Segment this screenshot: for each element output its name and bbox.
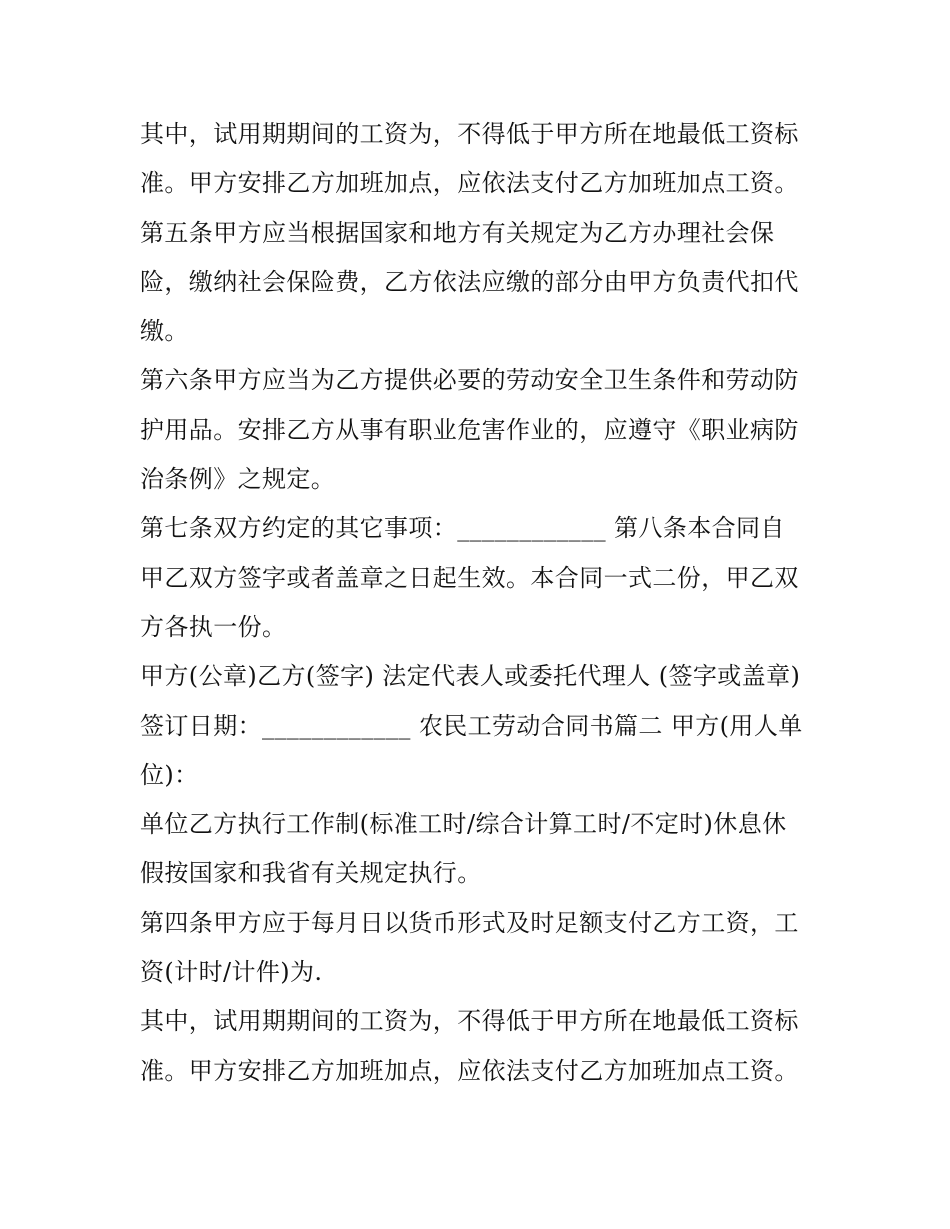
text-line: 第七条双方约定的其它事项：____________ 第八条本合同自 xyxy=(140,514,785,543)
text-line: 第六条甲方应当为乙方提供必要的劳动安全卫生条件和劳动防 xyxy=(140,366,799,395)
text-line: 位)： xyxy=(140,760,199,789)
text-line: 准。甲方安排乙方加班加点，应依法支付乙方加班加点工资。 xyxy=(140,1056,799,1085)
text-line: 甲方(公章)乙方(签字) 法定代表人或委托代理人 (签字或盖章) xyxy=(140,662,801,691)
contract-body xyxy=(140,110,820,1096)
text-line: 甲乙双方签字或者盖章之日起生效。本合同一式二份，甲乙双 xyxy=(140,563,799,592)
text-line: 假按国家和我省有关规定执行。 xyxy=(140,859,482,888)
text-line: 险，缴纳社会保险费，乙方依法应缴的部分由甲方负责代扣代 xyxy=(140,267,799,296)
text-line: 治条例》之规定。 xyxy=(140,465,336,494)
text-line: 其中，试用期期间的工资为，不得低于甲方所在地最低工资标 xyxy=(140,120,799,148)
text-line: 缴。 xyxy=(140,317,189,346)
text-line: 其中，试用期期间的工资为，不得低于甲方所在地最低工资标 xyxy=(140,1007,799,1036)
text-line: 资(计时/计件)为. xyxy=(140,958,323,987)
text-line: 方各执一份。 xyxy=(140,612,287,641)
text-line: 签订日期：____________ 农民工劳动合同书篇二 甲方(用人单 xyxy=(140,711,803,740)
text-line: 准。甲方安排乙方加班加点，应依法支付乙方加班加点工资。 xyxy=(140,169,799,198)
text-line: 护用品。安排乙方从事有职业危害作业的，应遵守《职业病防 xyxy=(140,415,799,444)
text-line: 单位乙方执行工作制(标准工时/综合计算工时/不定时)休息休 xyxy=(140,810,787,839)
text-line: 第四条甲方应于每月日以货币形式及时足额支付乙方工资，工 xyxy=(140,908,799,937)
text-line: 第五条甲方应当根据国家和地方有关规定为乙方办理社会保 xyxy=(140,218,775,247)
